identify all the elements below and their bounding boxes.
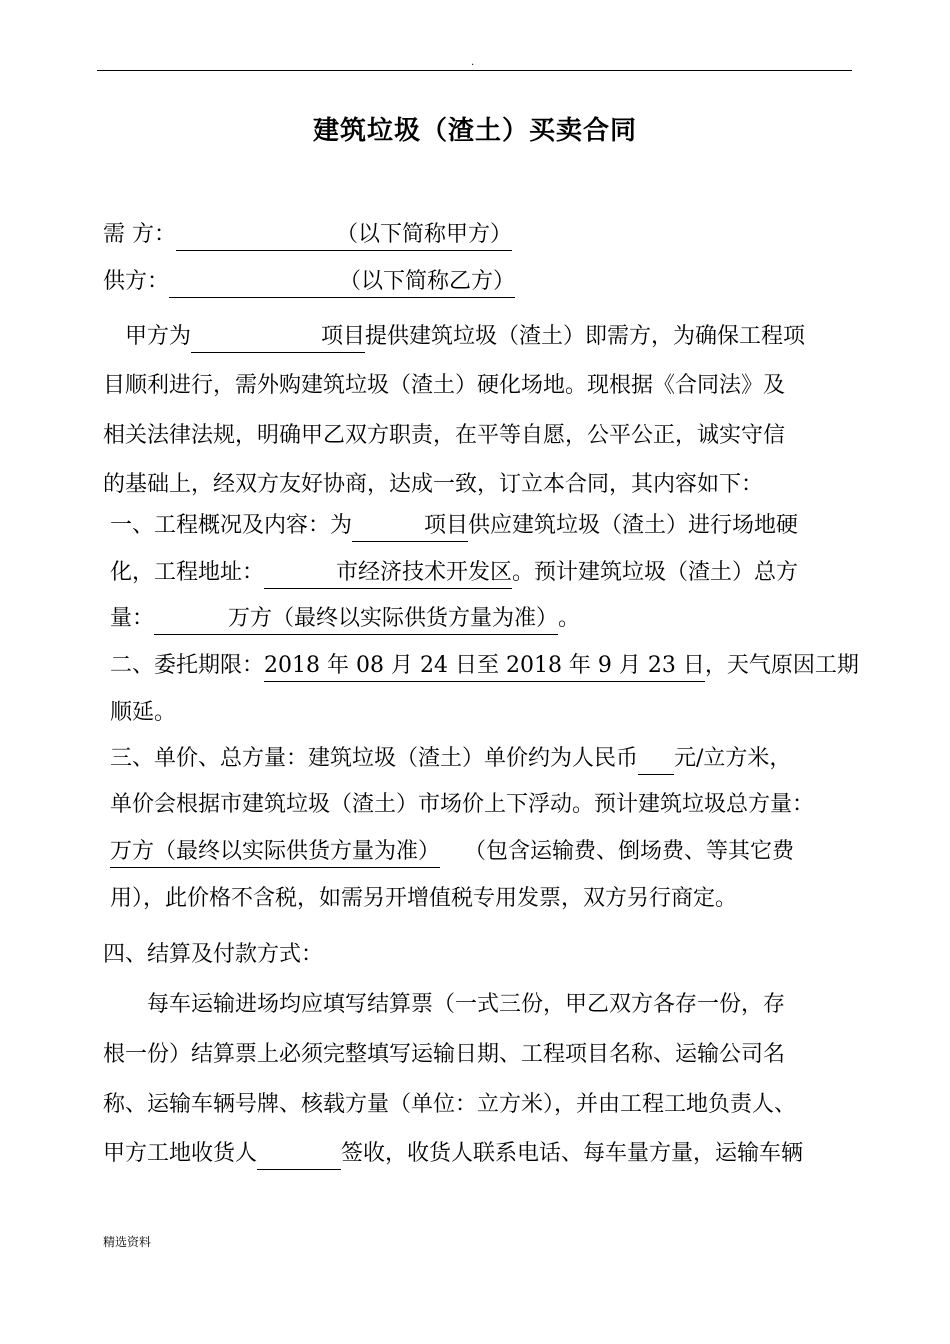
section-2-text: 二、委托期限： bbox=[110, 653, 265, 678]
volume-text: 万方（最终以实际供货方量为准） bbox=[228, 606, 559, 631]
section-3-text: （包含运输费、倒场费、等其它费 bbox=[464, 839, 795, 864]
footer-text: 精选资料 bbox=[103, 1235, 152, 1249]
section-1-text: 。 bbox=[558, 606, 581, 631]
section-3-line-4: 用），此价格不含税，如需另开增值税专用发票，双方另行商定。 bbox=[110, 886, 738, 911]
volume-blank[interactable] bbox=[154, 604, 558, 635]
section-4-line-3: 称、运输车辆号牌、核载方量（单位：立方米），并由工程工地负责人、 bbox=[103, 1092, 797, 1117]
demand-label: 需 方： bbox=[103, 222, 176, 247]
intro-text: 提供建筑垃圾（渣土）即需方，为确保工程项 bbox=[365, 324, 806, 349]
intro-text: 甲方为 bbox=[125, 324, 192, 349]
section-1-text: 。预计建筑垃圾（渣土）总方 bbox=[512, 560, 799, 585]
address-blank[interactable] bbox=[264, 558, 512, 589]
total-volume-blank[interactable]: 万方（最终以实际供货方量为准） bbox=[110, 837, 440, 868]
section-4-line-4 bbox=[103, 1139, 803, 1170]
section-1-line-1 bbox=[110, 511, 798, 542]
section-2-line-2: 顺延。 bbox=[110, 700, 177, 725]
section-4-heading: 四、结算及付款方式： bbox=[103, 942, 324, 967]
address-text: 市经济技术开发区 bbox=[336, 560, 513, 585]
term-dates[interactable]: 2018 年 08 月 24 日至 2018 年 9 月 23 日 bbox=[264, 651, 705, 682]
supply-label: 供方： bbox=[103, 269, 170, 294]
section-4-line-2: 根一份）结算票上必须完整填写运输日期、工程项目名称、运输公司名 bbox=[103, 1042, 786, 1067]
supply-blank[interactable] bbox=[169, 267, 339, 298]
section-1-project-blank[interactable] bbox=[352, 511, 468, 542]
section-2-text: ，天气原因工期 bbox=[704, 653, 859, 678]
section-3-line-2: 单价会根据市建筑垃圾（渣土）市场价上下浮动。预计建筑垃圾总方量： bbox=[110, 792, 815, 817]
section-3-text: 三、单价、总方量：建筑垃圾（渣土）单价约为人民币 bbox=[110, 746, 639, 771]
intro-line-2: 目顺利进行，需外购建筑垃圾（渣土）硬化场地。现根据《合同法》及 bbox=[103, 373, 786, 398]
section-2-line-1 bbox=[110, 651, 859, 682]
intro-line-4: 的基础上，经双方友好协商，达成一致，订立本合同，其内容如下： bbox=[103, 472, 764, 497]
header-dot: . bbox=[471, 57, 475, 68]
intro-line-3: 相关法律法规，明确甲乙双方职责，在平等自愿，公平公正，诚实守信 bbox=[103, 423, 786, 448]
supply-party-line bbox=[103, 267, 515, 298]
section-1-text: 化，工程地址： bbox=[110, 560, 265, 585]
project-word: 项目 bbox=[321, 324, 366, 349]
section-3-line-1 bbox=[110, 744, 791, 775]
section-1-text: 一、工程概况及内容：为 bbox=[110, 513, 353, 538]
project-name-blank[interactable] bbox=[191, 322, 365, 353]
document-title: 建筑垃圾（渣土）买卖合同 bbox=[312, 116, 637, 146]
section-1-text: 量： bbox=[110, 606, 155, 631]
section-3-text: 元/立方米， bbox=[674, 746, 792, 771]
section-1-line-3 bbox=[110, 604, 580, 635]
header-rule bbox=[97, 70, 852, 71]
supply-note: （以下简称乙方） bbox=[339, 267, 515, 298]
demand-party-line bbox=[103, 220, 512, 251]
section-1-line-2 bbox=[110, 558, 798, 589]
unit-price-blank[interactable] bbox=[638, 744, 674, 775]
section-4-text: 签收，收货人联系电话、每车量方量，运输车辆 bbox=[341, 1141, 804, 1166]
section-4-text: 甲方工地收货人 bbox=[103, 1141, 258, 1166]
section-3-line-3 bbox=[110, 837, 794, 868]
intro-line-1 bbox=[125, 322, 805, 353]
receiver-blank[interactable] bbox=[257, 1139, 341, 1170]
demand-note: （以下简称甲方） bbox=[336, 220, 512, 251]
project-word: 项目 bbox=[424, 513, 469, 538]
demand-blank[interactable] bbox=[176, 220, 336, 251]
section-4-line-1: 每车运输进场均应填写结算票（一式三份，甲乙双方各存一份，存 bbox=[147, 992, 786, 1017]
section-1-text: 供应建筑垃圾（渣土）进行场地硬 bbox=[468, 513, 799, 538]
